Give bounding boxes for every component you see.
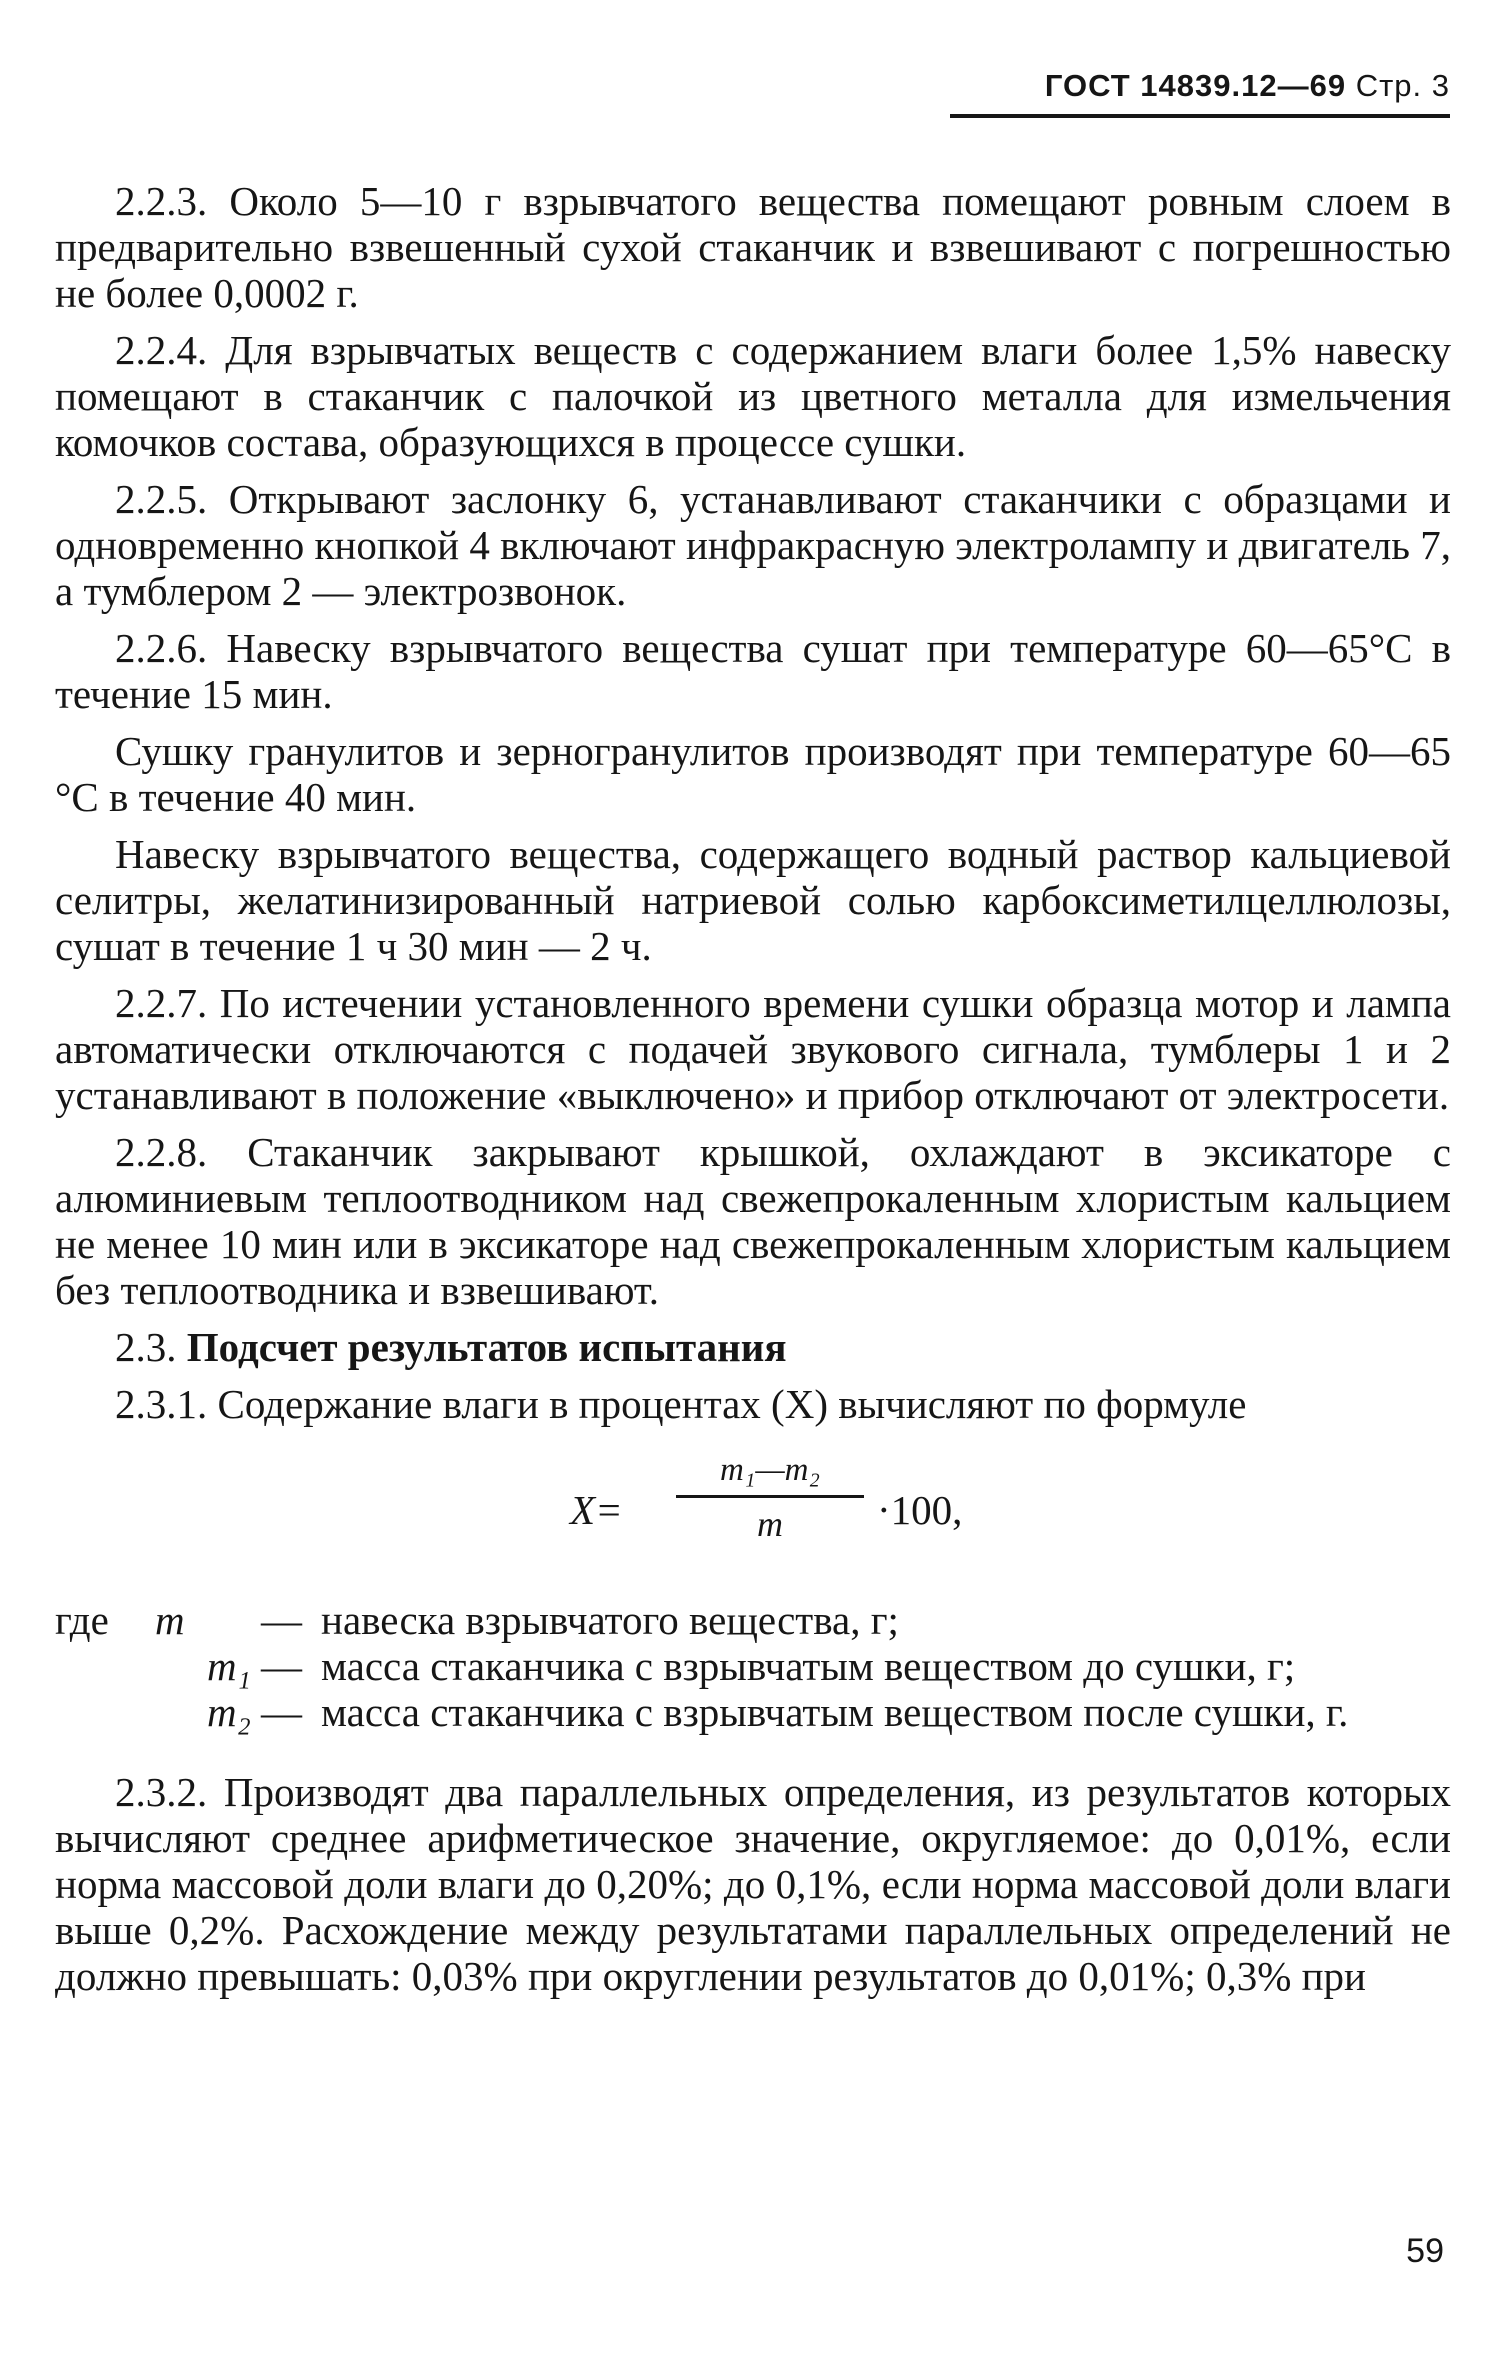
paragraph-2-2-6: 2.2.6. Навеску взрывчатого вещества сушат при температуре 60—65°С в течение 15 мин.: [55, 625, 1451, 717]
paragraph-2-2-5: 2.2.5. Открывают заслонку 6, устанавливают стаканчики с образцами и одновременно кнопкой 4 включают инфракрасную электролампу и двигатель 7, а тумблером 2 — электрозвонок.: [55, 476, 1451, 614]
definition-dash: —: [261, 1643, 302, 1689]
paragraph-2-2-4: 2.2.4. Для взрывчатых веществ с содержанием влаги более 1,5% навеску помещают в стаканчик с палочкой из цветного металла для измельчения комочков состава, образующихся в процессе сушки.: [55, 327, 1451, 465]
definition-text: навеска взрывчатого вещества, г;: [321, 1597, 899, 1643]
paragraph-2-2-3: 2.2.3. Около 5—10 г взрывчатого вещества помещают ровным слоем в предварительно взвешенный сухой стаканчик и взвешивают с погрешностью не более 0,0002 г.: [55, 178, 1451, 316]
where-label: где: [55, 1597, 109, 1643]
paragraph-granulite-drying: Сушку гранулитов и зерногранулитов производят при температуре 60—65 °С в течение 40 мин.: [55, 728, 1451, 820]
page-number: 59: [1406, 2232, 1444, 2270]
page-header: [950, 68, 1450, 118]
definition-symbol: m₁: [207, 1643, 251, 1689]
formula-fraction: [670, 1449, 870, 1546]
definition-symbol: m₂: [207, 1689, 251, 1735]
definition-symbol: m: [155, 1597, 185, 1643]
formula-lhs: X=: [570, 1487, 623, 1533]
definition-row: [55, 1643, 1451, 1689]
section-heading-title: Подсчет результатов испытания: [186, 1324, 787, 1370]
paragraph-2-2-8: 2.2.8. Стаканчик закрывают крышкой, охлаждают в эксикаторе с алюминиевым теплоотводником над свежепрокаленным хлористым кальцием не менее 10 мин или в эксикаторе над свежепрокаленным хлористым кальцием без теплоотводника и взвешивают.: [55, 1129, 1451, 1313]
formula-numerator: m₁—m₂: [720, 1452, 820, 1488]
standard-number: ГОСТ 14839.12—69: [1044, 68, 1347, 103]
paragraph-2-3-1: 2.3.1. Содержание влаги в процентах (X) вычисляют по формуле: [115, 1381, 1247, 1427]
formula-definitions: [55, 1597, 1451, 1735]
fraction-bar: [676, 1495, 864, 1498]
moisture-formula: [55, 1449, 1451, 1579]
section-heading: [55, 1324, 1451, 1370]
definition-row: [55, 1597, 1451, 1643]
page-label: Стр. 3: [1355, 68, 1450, 103]
paragraph-2-3-2: 2.3.2. Производят два параллельных определения, из результатов которых вычисляют среднее арифметическое значение, округляемое: до 0,01%, если норма массовой доли влаги до 0,20%; до 0,1%, если норма массовой доли влаги выше 0,2%. Расхождение между результатами параллельных определений не должно превышать: 0,03% при округлении результатов до 0,01%; 0,3% при: [55, 1769, 1451, 1999]
definition-dash: —: [261, 1597, 302, 1643]
paragraph-calcium-nitrate: Навеску взрывчатого вещества, содержащего водный раствор кальциевой селитры, желатинизированный натриевой солью карбоксиметилцеллюлозы, сушат в течение 1 ч 30 мин — 2 ч.: [55, 831, 1451, 969]
definition-row: [55, 1689, 1451, 1735]
paragraph-2-2-7: 2.2.7. По истечении установленного времени сушки образца мотор и лампа автоматически отключаются с подачей звукового сигнала, тумблеры 1 и 2 устанавливают в положение «выключено» и прибор отключают от электросети.: [55, 980, 1451, 1118]
body-text: [55, 178, 1451, 2010]
section-heading-number: 2.3.: [115, 1324, 177, 1370]
definition-text: масса стаканчика с взрывчатым веществом до сушки, г;: [321, 1643, 1296, 1689]
definition-text: масса стаканчика с взрывчатым веществом после сушки, г.: [321, 1689, 1349, 1735]
formula-denominator: m: [757, 1504, 783, 1544]
formula-rhs: ·100,: [877, 1487, 963, 1533]
definition-dash: —: [261, 1689, 302, 1735]
